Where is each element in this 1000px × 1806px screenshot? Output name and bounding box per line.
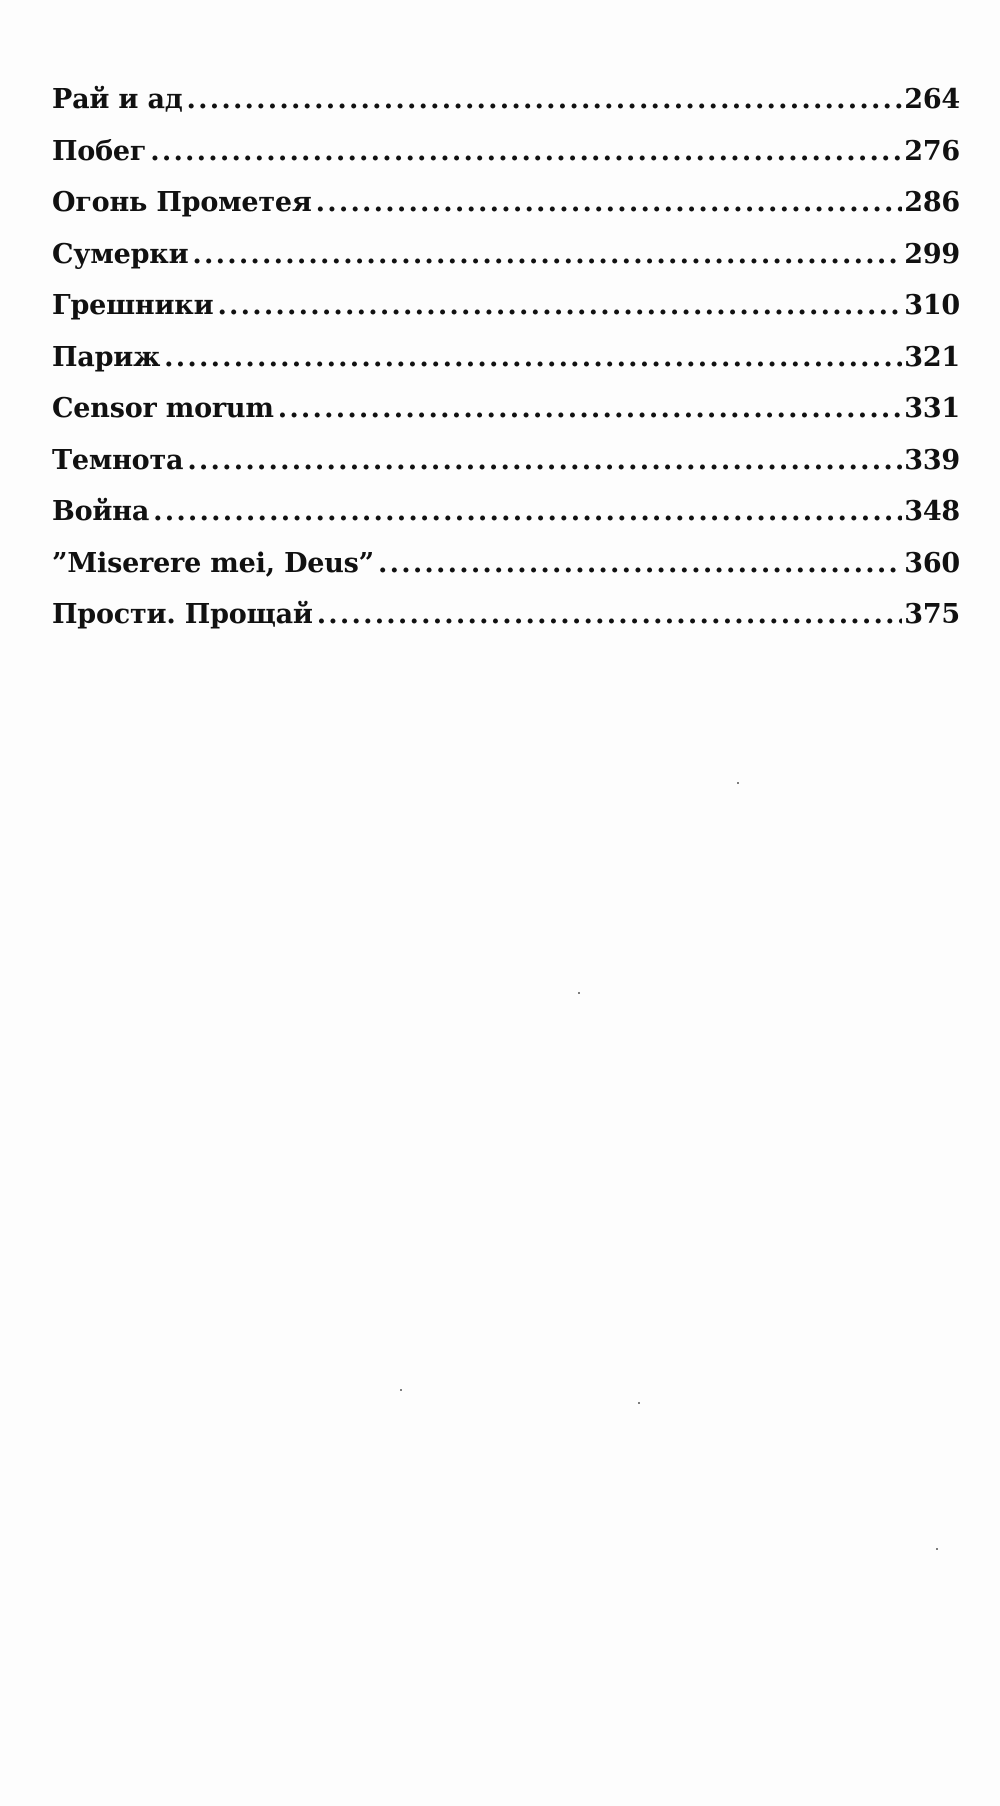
toc-entry bbox=[52, 239, 960, 291]
toc-entry-page-number: 348 bbox=[904, 496, 960, 527]
table-of-contents bbox=[52, 84, 960, 651]
toc-entry bbox=[52, 187, 960, 239]
toc-entry-title: Грешники bbox=[52, 290, 214, 321]
toc-entry-page-number: 264 bbox=[904, 84, 960, 115]
dot-leader bbox=[317, 599, 903, 630]
toc-entry-page-number: 276 bbox=[904, 135, 960, 167]
toc-entry-title: Война bbox=[52, 496, 150, 527]
toc-entry-title: Темнота bbox=[52, 444, 184, 476]
print-speck bbox=[737, 782, 739, 784]
dot-leader bbox=[278, 393, 903, 424]
dot-leader bbox=[150, 136, 902, 167]
toc-entry bbox=[52, 445, 960, 497]
toc-entry-title: Прости. Прощай bbox=[52, 599, 313, 630]
dot-leader bbox=[192, 239, 902, 270]
toc-entry bbox=[52, 290, 960, 342]
toc-entry bbox=[52, 393, 960, 445]
toc-entry bbox=[52, 548, 960, 600]
toc-entry bbox=[52, 136, 960, 188]
toc-entry-page-number: 286 bbox=[904, 187, 960, 218]
toc-entry-title: ”Miserere mei, Deus” bbox=[52, 547, 375, 579]
toc-entry-page-number: 299 bbox=[904, 238, 960, 270]
toc-entry bbox=[52, 84, 960, 136]
print-speck bbox=[400, 1389, 402, 1391]
toc-entry-title: Побег bbox=[52, 135, 147, 167]
dot-leader bbox=[164, 342, 902, 373]
toc-entry-page-number: 360 bbox=[904, 547, 960, 579]
print-speck bbox=[638, 1402, 640, 1404]
toc-entry-page-number: 331 bbox=[904, 393, 960, 424]
print-speck bbox=[936, 1548, 938, 1550]
dot-leader bbox=[316, 187, 903, 218]
toc-entry-page-number: 321 bbox=[904, 341, 960, 373]
toc-entry-page-number: 375 bbox=[904, 599, 960, 630]
dot-leader bbox=[378, 548, 902, 579]
dot-leader bbox=[187, 84, 903, 115]
dot-leader bbox=[187, 445, 902, 476]
dot-leader bbox=[153, 496, 902, 527]
toc-entry bbox=[52, 599, 960, 651]
dot-leader bbox=[217, 290, 902, 321]
toc-entry-title: Париж bbox=[52, 341, 161, 373]
toc-entry-title: Рай и ад bbox=[52, 84, 183, 115]
toc-entry-page-number: 339 bbox=[904, 444, 960, 476]
toc-entry-page-number: 310 bbox=[904, 290, 960, 321]
print-speck bbox=[578, 992, 580, 994]
toc-entry-title: Огонь Прометея bbox=[52, 187, 312, 218]
toc-entry bbox=[52, 496, 960, 548]
toc-entry-title: Сумерки bbox=[52, 238, 189, 270]
toc-entry bbox=[52, 342, 960, 394]
toc-entry-title: Censor morum bbox=[52, 393, 274, 424]
